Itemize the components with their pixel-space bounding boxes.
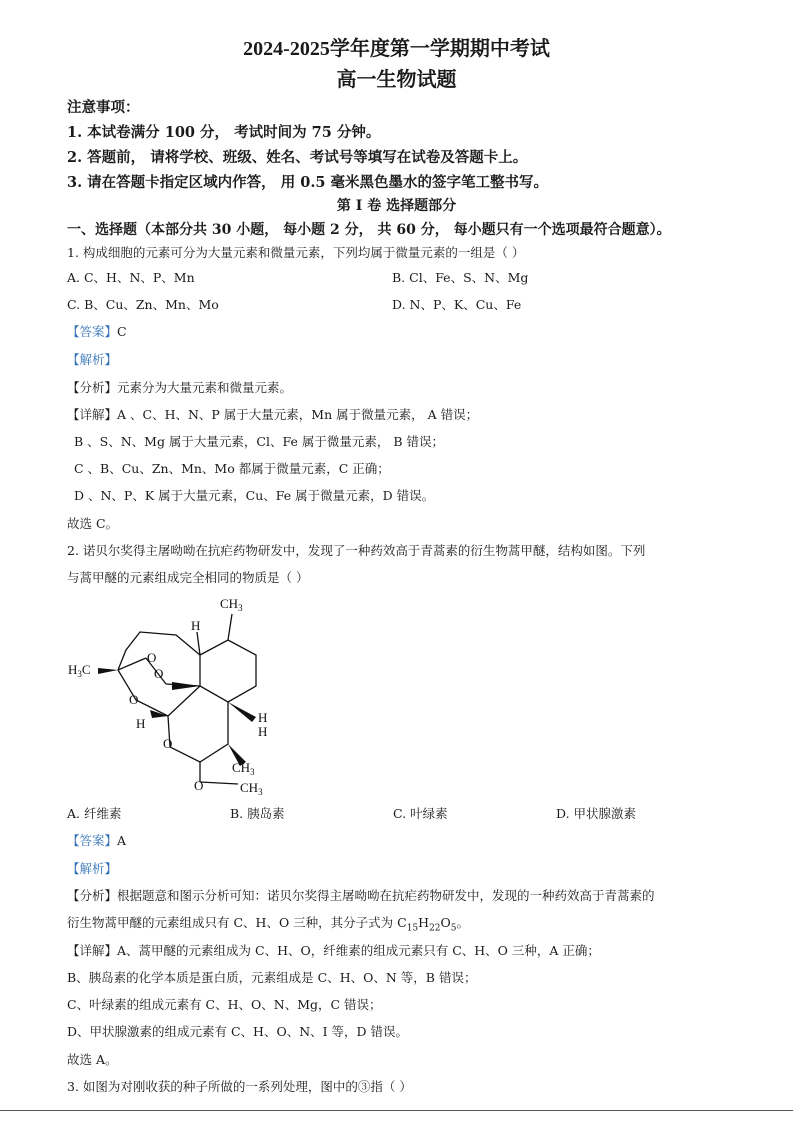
q3-stem: 3. 如图为对刚收获的种子所做的一系列处理，图中的③指（ ） [67, 1079, 412, 1094]
wedge-bond-center [172, 682, 200, 690]
detail-text: A 、C、H、N、P 属于大量元素，Mn 属于微量元素， A 错误； [117, 407, 479, 422]
detail-label: 【详解】 [67, 407, 118, 422]
q1-detail-b: B 、S、N、Mg 属于大量元素，Cl、Fe 属于微量元素， B 错误； [74, 434, 444, 449]
q1-answer [67, 322, 127, 340]
q1-detail-c: C 、B、Cu、Zn、Mn、Mo 都属于微量元素，C 正确； [74, 461, 390, 476]
label-h-top: H [191, 618, 201, 633]
notice-heading: 注意事项： [67, 99, 140, 116]
wedge-bond-h-right [228, 702, 256, 722]
q2-stem-line2: 与蒿甲醚的元素组成完全相同的物质是（ ） [67, 570, 309, 585]
q2-fenxi-line1 [67, 886, 655, 904]
q2-conclusion: 故选 A。 [67, 1052, 118, 1067]
formula-sub-c: 15 [406, 923, 419, 934]
formula-sub-o: 5 [450, 923, 457, 934]
label-o-peroxide-1: O [147, 650, 157, 665]
q2-detail-c: C、叶绿素的组成元素有 C、H、O、N、Mg，C 错误； [67, 997, 382, 1012]
q2-option-a: A. 纤维素 [67, 806, 122, 821]
part-title: 第 I 卷 选择题部分 [336, 198, 457, 214]
label-h-right-2: H [258, 724, 268, 739]
q2-option-b: B. 胰岛素 [230, 806, 285, 821]
fenxi-text: 元素分为大量元素和微量元素。 [117, 380, 293, 395]
answer-value: A [117, 833, 127, 848]
section-heading: 一、选择题（本部分共 30 小题， 每小题 2 分， 共 60 分， 每小题只有一个选项最符合题意）。 [67, 222, 671, 238]
q1-conclusion: 故选 C。 [67, 516, 119, 531]
label-h-mid: H [136, 716, 146, 731]
q2-analysis-label: 【解析】 [67, 861, 118, 876]
q1-option-b: B. Cl、Fe、S、N、Mg [392, 270, 529, 285]
exam-subtitle: 高一生物试题 [336, 69, 457, 91]
exam-title: 2024-2025学年度第一学期期中考试 [243, 38, 550, 60]
q2-detail-b: B、胰岛素的化学本质是蛋白质，元素组成是 C、H、O、N 等，B 错误； [67, 970, 477, 985]
page-bottom-rule [0, 1110, 793, 1111]
detail-label: 【详解】 [67, 943, 118, 958]
q2-option-d: D. 甲状腺激素 [556, 806, 637, 821]
answer-value: C [117, 324, 127, 339]
q1-detail-a [67, 405, 478, 423]
q2-stem-line1: 2. 诺贝尔奖得主屠呦呦在抗疟药物研发中，发现了一种药效高于青蒿素的衍生物蒿甲醚，结构如图。下列 [67, 543, 646, 558]
label-ch3-bottom: $CH_3$ [240, 780, 263, 797]
label-h-right-1: H [258, 710, 268, 725]
q1-stem: 1. 构成细胞的元素可分为大量元素和微量元素，下列均属于微量元素的一组是（ ） [67, 245, 525, 260]
notice-item-2: 2. 答题前， 请将学校、班级、姓名、考试号等填写在试卷及答题卡上。 [67, 149, 528, 166]
fenxi-label: 【分析】 [67, 888, 118, 903]
formula-sub-h: 22 [429, 923, 441, 934]
label-ch3-top: $CH_3$ [220, 596, 243, 613]
notice-item-3: 3. 请在答题卡指定区域内作答， 用 0.5 毫米黑色墨水的签字笔工整书写。 [67, 174, 549, 191]
q1-option-a: A. C、H、N、P、Mn [67, 270, 195, 285]
fenxi-text: 根据题意和图示分析可知：诺贝尔奖得主屠呦呦在抗疟药物研发中，发现的一种药效高于青蒿素的 [117, 888, 655, 903]
q1-detail-d: D 、N、P、K 属于大量元素，Cu、Fe 属于微量元素，D 错误。 [74, 488, 435, 503]
q1-option-c: C. B、Cu、Zn、Mn、Mo [67, 297, 219, 312]
detail-text: A、蒿甲醚的元素组成为 C、H、O，纤维素的组成元素只有 C、H、O 三种，A 正确； [117, 943, 600, 958]
label-ch3-right: $CH_3$ [232, 760, 255, 777]
wedge-bond-h3c [98, 668, 118, 674]
q1-fenxi [67, 378, 292, 396]
answer-label: 【答案】 [67, 833, 118, 848]
label-o-bottom: O [194, 778, 204, 793]
artemether-structure-figure [60, 592, 300, 797]
q1-option-d: D. N、P、K、Cu、Fe [392, 297, 522, 312]
label-o-bridge: O [129, 692, 139, 707]
q2-answer [67, 831, 126, 849]
answer-label: 【答案】 [67, 324, 118, 339]
fenxi-label: 【分析】 [67, 380, 118, 395]
q1-analysis-label: 【解析】 [67, 352, 118, 367]
q2-option-c: C. 叶绿素 [393, 806, 448, 821]
q2-fenxi-line2 [67, 913, 469, 934]
formula-end: 。 [456, 915, 470, 930]
q2-detail-a [67, 941, 600, 959]
structure-bonds [118, 614, 256, 784]
q2-detail-d: D、甲状腺激素的组成元素有 C、H、O、N、I 等，D 错误。 [67, 1024, 409, 1039]
notice-item-1: 1. 本试卷满分 100 分， 考试时间为 75 分钟。 [67, 124, 381, 141]
label-o-peroxide-2: O [154, 666, 164, 681]
fenxi-line2-text: 衍生物蒿甲醚的元素组成只有 C、H、O 三种，其分子式为 C [67, 915, 407, 930]
formula-h: H [418, 915, 430, 930]
label-h3c: $H_3C$ [68, 662, 91, 679]
formula-o: O [440, 915, 451, 930]
label-o-ring: O [163, 736, 173, 751]
